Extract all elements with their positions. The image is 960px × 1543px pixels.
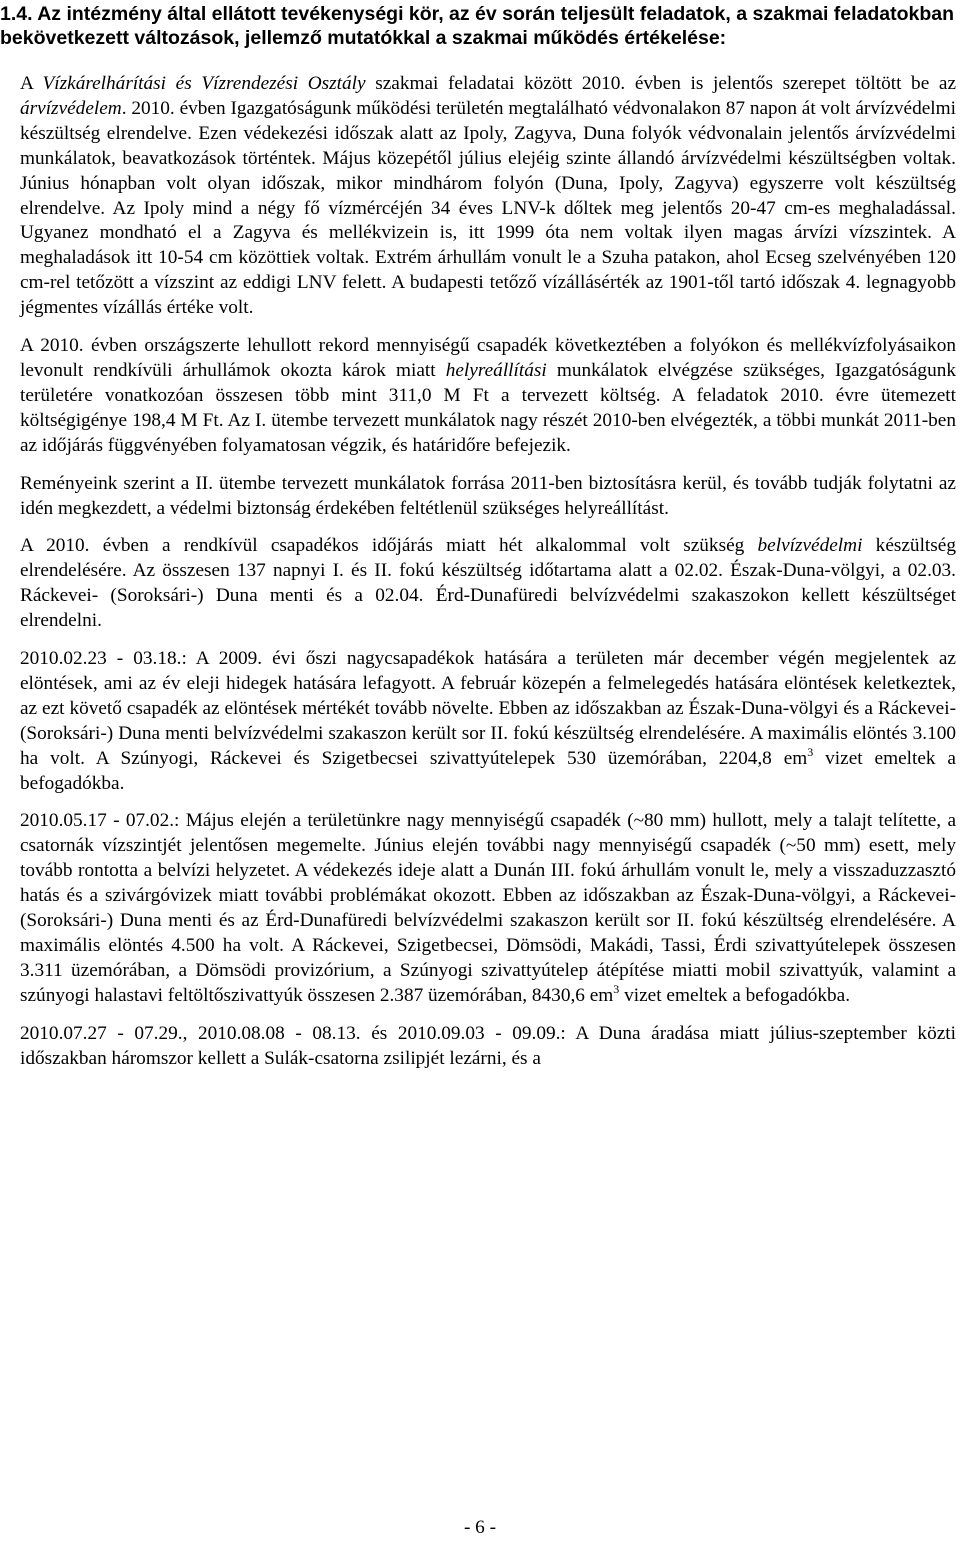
department-name: Vízkárelhárítási és Vízrendezési Osztály xyxy=(42,73,366,94)
section-heading: 1.4. Az intézmény által ellátott tevékenységi kör, az év során teljesült feladatok, a szakmai feladatokban bekövetkezett változások, jellemző mutatókkal a szakmai működés értékelése: xyxy=(0,3,955,49)
paragraph-restoration: A 2010. évben országszerte lehullott rekord mennyiségű csapadék következtében a folyókon és mellékvízfolyásaikon levonult rendkívüli árhullámok okozta károk miatt helyreállítási munkálatok elvégzése szükséges, Igazgatóságunk területére vonatkozóan összesen több mint 311,0 M Ft a tervezett költség. A feladatok 2010. évre ütemezett költségigénye 198,4 M Ft. Az I. ütembe tervezett munkálatok nagy részét 2010-ben elvégezték, a többi munkát 2011-ben az időjárás függvényében folyamatosan végzik, és határidőre befejezik. xyxy=(20,335,956,456)
paragraph-inland-water: A 2010. évben a rendkívül csapadékos időjárás miatt hét alkalommal volt szükség belvízvédelmi készültség elrendelésére. Az összesen 137 napnyi I. és II. fokú készültség időtartama alatt a 02.02. Észak-Duna-völgyi, a 02.03. Ráckevei- (Soroksári-) Duna menti és a 02.04. Érd-Dunafüredi belvízvédelmi szakaszokon kellett készültséget elrendelni. xyxy=(20,535,956,632)
restoration-term: helyreállítási xyxy=(445,359,547,381)
flood-defense-term: árvízvédelem xyxy=(20,97,122,119)
superscript-3: 3 xyxy=(613,981,620,996)
document-body xyxy=(20,72,956,1072)
page-number: - 6 - xyxy=(463,1517,497,1538)
paragraph-second-phase: Reményeink szerint a II. ütembe tervezett munkálatok forrása 2011-ben biztosításra kerül, és tovább tudják folytatni az idén megkezdett, a védelmi biztonság érdekében feltétlenül szükséges helyreállítást. xyxy=(20,472,956,519)
paragraph-period-may-jul: 2010.05.17 - 07.02.: Május elején a területünkre nagy mennyiségű csapadék (~80 mm) hullott, mely a talajt telítette, a csatornák vízszintjét jelentősen megemelte. Június elején további nagy mennyiségű csapadék (~50 mm) esett, mely tovább rontotta a belvízi helyzetet. A védekezés ideje alatt a Dunán III. fokú árhullám vonult le, mely a visszaduzzasztó hatás és a szivárgóvizek miatt további problémákat okozott. Ebben az időszakban az Észak-Duna-völgyi, a Ráckevei- (Soroksári-) Duna menti és az Érd-Dunafüredi belvízvédelmi szakaszon került sor II. fokú készültség elrendelésére. A maximális elöntés 4.500 ha volt. A Ráckevei, Szigetbecsei, Dömsödi, Makádi, Tassi, Érdi szivattyútelepek összesen 3.311 üzemórában, a Dömsödi provizórium, a Szúnyogi szivattyútelep átépítése miatti mobil szivattyúk, valamint a szúnyogi halastavi feltöltőszivattyúk összesen 2.387 üzemórában, 8430,6 $em^3$ vizet emeltek a befogadókba. xyxy=(20,810,956,1006)
paragraph-period-jul-sep: 2010.07.27 - 07.29., 2010.08.08 - 08.13. és 2010.09.03 - 09.09.: A Duna áradása miatt július-szeptember közti időszakban háromszor kellett a Sulák-csatorna zsilipjét lezárni, és a xyxy=(20,1022,956,1069)
paragraph-period-feb-mar: 2010.02.23 - 03.18.: A 2009. évi őszi nagycsapadékok hatására a területen már december végén megjelentek az elöntések, ami az év eleji hidegek hatására lefagyott. A február közepén a felmelegedés hatására elöntések keletkeztek, az ezt követő csapadék az elöntések mértékét tovább növelte. Ebben az időszakban az Észak-Duna-völgyi és a Ráckevei- (Soroksári-) Duna menti belvízvédelmi szakaszon került sor II. fokú készültség elrendelésére. A maximális elöntés 3.100 ha volt. A Szúnyogi, Ráckevei és Szigetbecsei szivattyútelepek 530 üzemórában, 2204,8 $em^3$ vizet emeltek a befogadókba. xyxy=(20,648,956,794)
superscript-3: 3 xyxy=(807,744,814,759)
inland-water-term: belvízvédelmi xyxy=(757,535,863,557)
paragraph-flood-defense: A Vízkárelhárítási és Vízrendezési Osztály szakmai feladatai között 2010. évben is jelentős szerepet töltött be az árvízvédelem. 2010. évben Igazgatóságunk működési területén megtalálható védvonalakon 87 napon át volt árvízvédelmi készültség elrendelve. Ezen védekezési időszak alatt az Ipoly, Zagyva, Duna folyók védvonalain jelentős árvízvédelmi munkálatok, beavatkozások történtek. Május közepétől július elejéig szinte állandó árvízvédelmi készültségben voltak. Június hónapban volt olyan időszak, mikor mindhárom folyón (Duna, Ipoly, Zagyva) egyszerre volt készültség elrendelve. Az Ipoly mind a négy fő vízmércéjén 34 éves LNV-k dőltek meg jelentős 20-47 cm-es meghaladással. Ugyanez mondható el a Zagyva és mellékvizein is, itt 1999 óta nem voltak ilyen magas árvízi vízszintek. A meghaladások itt 10-54 cm közöttiek voltak. Extrém árhullám vonult le a Szuha patakon, ahol Ecseg szelvényében 120 cm-rel tetőzött a vízszint az eddigi LNV felett. A budapesti tetőző vízállásérték az 1901-től tartó időszak 4. legnagyobb jégmentes vízállás értéke volt. xyxy=(20,73,956,319)
